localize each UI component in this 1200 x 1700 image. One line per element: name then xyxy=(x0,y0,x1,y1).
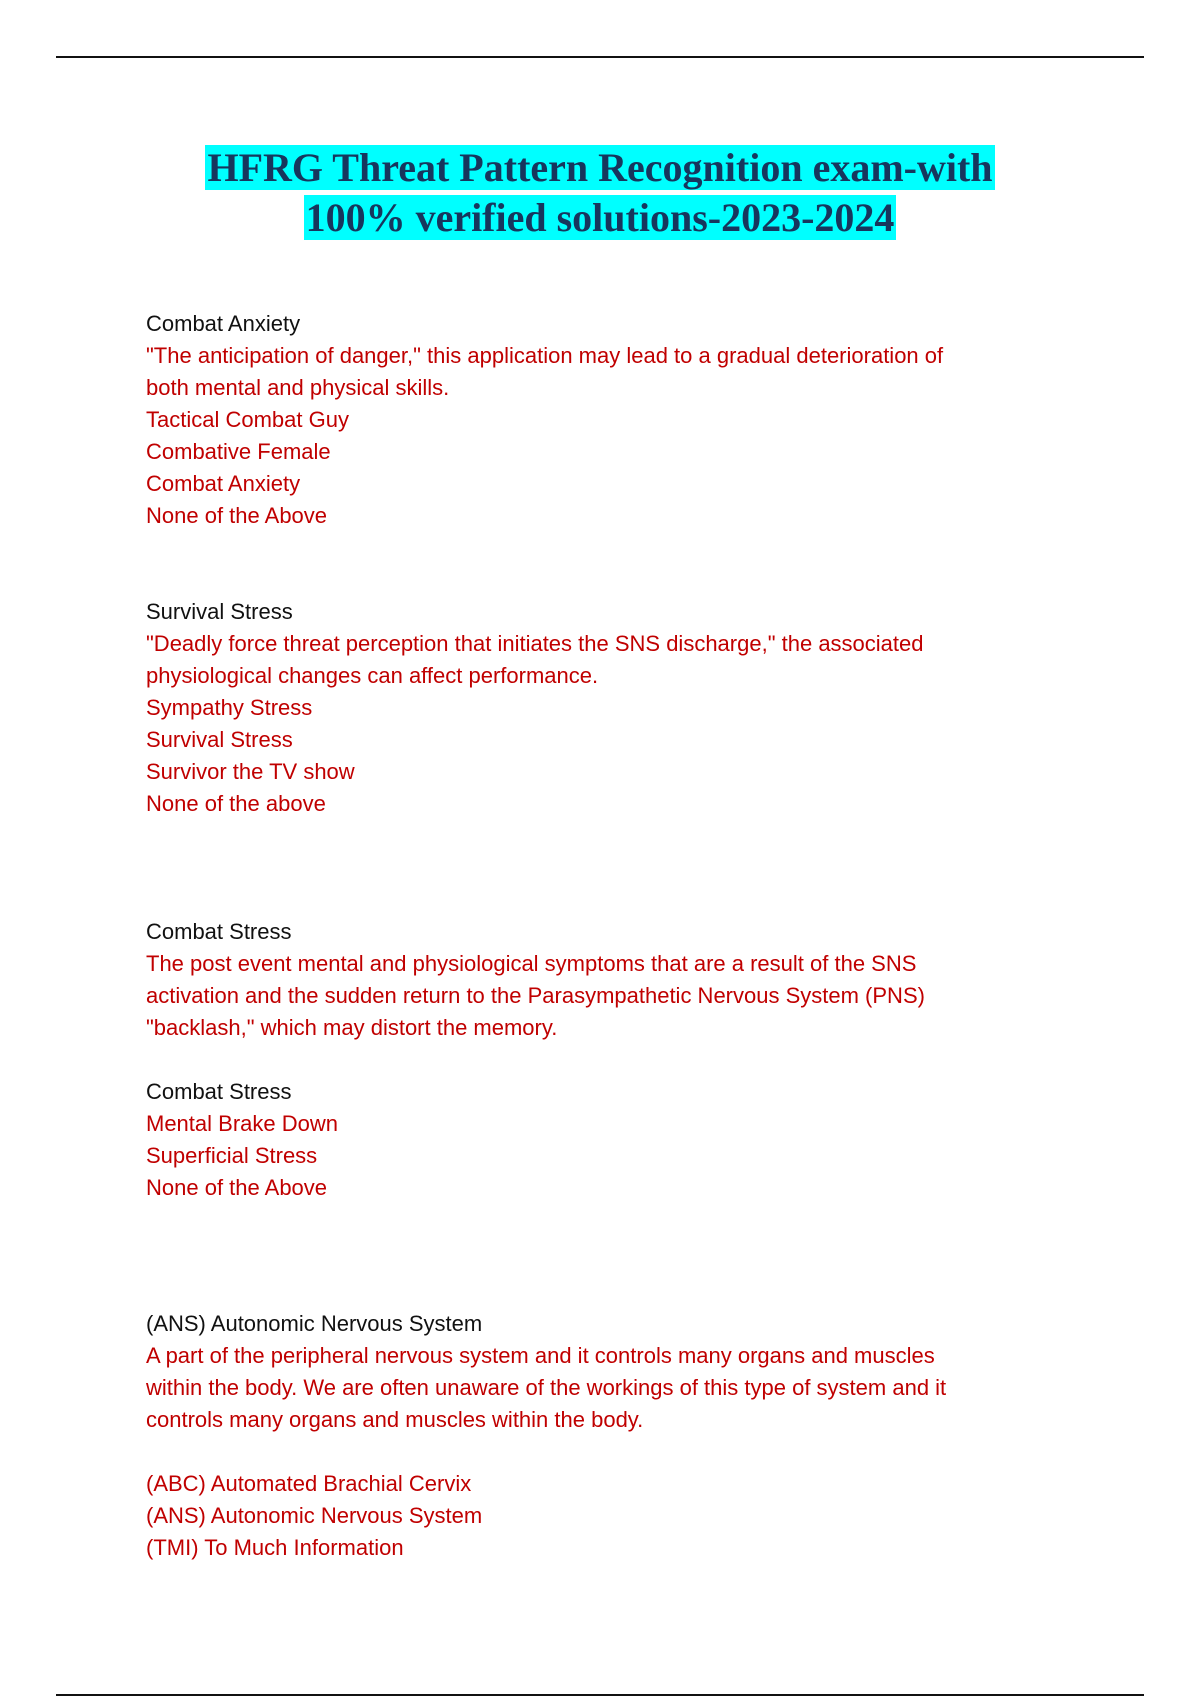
definition-line: "Deadly force threat perception that initiates the SNS discharge," the associated xyxy=(146,631,924,656)
document-title xyxy=(0,143,1200,243)
answer-option: None of the above xyxy=(146,791,326,816)
answer-option: Survivor the TV show xyxy=(146,759,355,784)
question-block xyxy=(146,596,924,820)
definition-line: The post event mental and physiological symptoms that are a result of the SNS xyxy=(146,951,917,976)
question-term: Survival Stress xyxy=(146,599,293,624)
definition-line: "backlash," which may distort the memory. xyxy=(146,1015,558,1040)
question-block xyxy=(146,1308,946,1564)
answer-option: (ANS) Autonomic Nervous System xyxy=(146,1503,483,1528)
answer-option: Survival Stress xyxy=(146,727,293,752)
answer-option: Sympathy Stress xyxy=(146,695,313,720)
definition-line: activation and the sudden return to the Parasympathetic Nervous System (PNS) xyxy=(146,983,925,1008)
definition-line: physiological changes can affect performance. xyxy=(146,663,599,688)
question-term: (ANS) Autonomic Nervous System xyxy=(146,1311,483,1336)
answer-option: Mental Brake Down xyxy=(146,1111,338,1136)
answer-option: Tactical Combat Guy xyxy=(146,407,349,432)
correct-answer: Combat Stress xyxy=(146,1079,292,1104)
question-block xyxy=(146,308,943,532)
answer-option: (TMI) To Much Information xyxy=(146,1535,404,1560)
top-rule xyxy=(56,56,1144,58)
answer-option: (ABC) Automated Brachial Cervix xyxy=(146,1471,472,1496)
definition-line: both mental and physical skills. xyxy=(146,375,450,400)
answer-option: None of the Above xyxy=(146,1175,328,1200)
bottom-rule xyxy=(56,1694,1144,1696)
definition-line: "The anticipation of danger," this application may lead to a gradual deterioration of xyxy=(146,343,944,368)
definition-line: within the body. We are often unaware of the workings of this type of system and it xyxy=(146,1375,947,1400)
answer-option: None of the Above xyxy=(146,503,328,528)
title-line-2: 100% verified solutions-2023-2024 xyxy=(305,195,895,240)
question-term: Combat Anxiety xyxy=(146,311,301,336)
answer-option: Superficial Stress xyxy=(146,1143,318,1168)
answer-option: Combat Anxiety xyxy=(146,471,301,496)
question-block xyxy=(146,916,925,1204)
definition-line: A part of the peripheral nervous system and it controls many organs and muscles xyxy=(146,1343,935,1368)
question-term: Combat Stress xyxy=(146,919,292,944)
definition-line: controls many organs and muscles within the body. xyxy=(146,1407,644,1432)
title-line-1: HFRG Threat Pattern Recognition exam-with xyxy=(207,145,993,190)
answer-option: Combative Female xyxy=(146,439,331,464)
